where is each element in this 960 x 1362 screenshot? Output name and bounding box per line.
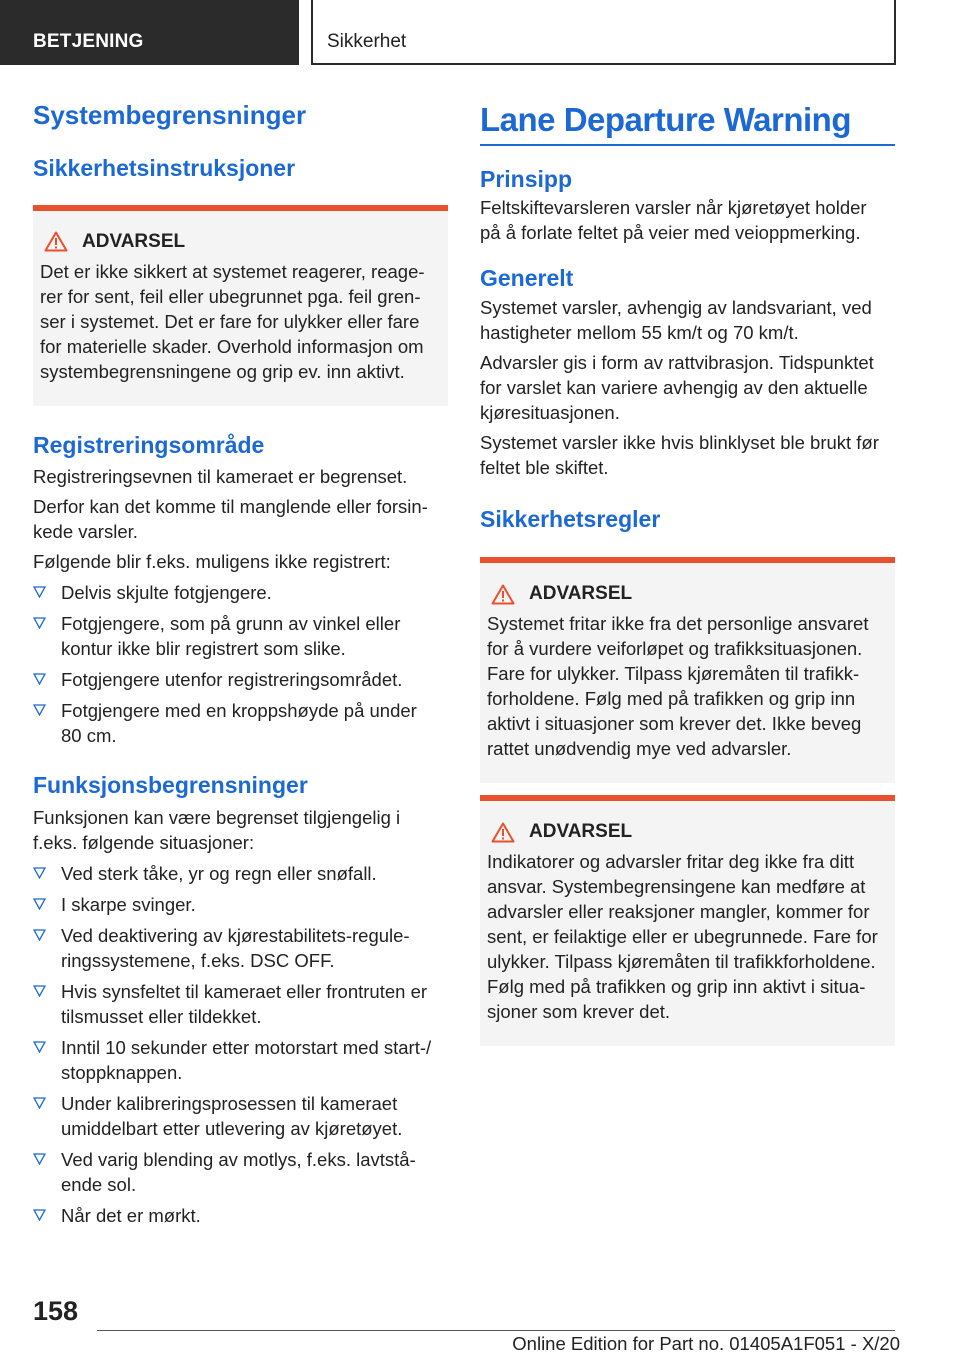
- warning-line: Indikatorer og advarsler fritar deg ikke fra ditt: [487, 851, 855, 873]
- text-line: Advarsler gis i form av rattvibrasjon. Tidspunktet: [480, 351, 874, 373]
- header-section-tab: [0, 0, 299, 65]
- warning-header: [487, 583, 887, 605]
- principle-heading: Prinsipp: [480, 165, 573, 192]
- warning-text: [40, 259, 440, 384]
- list-item: I skarpe svinger.: [33, 892, 448, 917]
- warning-triangle-icon: [491, 584, 515, 605]
- list-item: Under kalibreringsprosessen til kameraet umiddelbart etter utlevering av kjøretøyet.: [33, 1091, 448, 1141]
- list-item: Inntil 10 sekunder etter motorstart med start-/ stoppknappen.: [33, 1035, 448, 1085]
- warning-line: ulykker. Tilpass kjøremåten til trafikkforholdene.: [487, 951, 876, 973]
- list-item: Ved varig blending av motlys, f.eks. lavtstå- ende sol.: [33, 1147, 448, 1197]
- function-limits-intro: [33, 805, 448, 855]
- warning-line: for å vurdere veiforløpet og trafikksituasjonen.: [487, 638, 863, 660]
- warning-title: ADVARSEL: [529, 821, 633, 843]
- function-limits-list: [33, 861, 448, 1228]
- text-line: på å forlate feltet på veier med veioppmerking.: [480, 222, 861, 244]
- warning-header: [487, 821, 887, 843]
- warning-text: [487, 849, 887, 1024]
- principle-paragraph: [480, 195, 895, 245]
- bullet-triangle-icon: [33, 867, 46, 879]
- text-line: feltet ble skiftet.: [480, 456, 609, 478]
- list-item: Ved deaktivering av kjørestabilitets-regule- ringssystemene, f.eks. DSC OFF.: [33, 923, 448, 973]
- text-line: Funksjonen kan være begrenset tilgjengelig i: [33, 806, 401, 828]
- general-paragraph: [480, 350, 895, 425]
- warning-line: ser i systemet. Det er fare for ulykker eller fare: [40, 310, 420, 332]
- header-chapter-label: Sikkerhet: [327, 31, 407, 52]
- warning-line: for materielle skader. Overhold informasjon om: [40, 335, 424, 357]
- text-line: Feltskiftevarsleren varsler når kjøretøyet holder: [480, 197, 867, 219]
- text-line: kjøresituasjonen.: [480, 401, 620, 423]
- safety-heading: Sikkerhetsregler: [480, 505, 661, 532]
- text-line: Systemet varsler, avhengig av landsvariant, ved: [480, 296, 872, 318]
- bullet-triangle-icon: [33, 985, 46, 997]
- bullet-triangle-icon: [33, 1209, 46, 1221]
- warning-line: systembegrensningene og grip ev. inn aktivt.: [40, 360, 405, 382]
- bullet-triangle-icon: [33, 1097, 46, 1109]
- warning-title: ADVARSEL: [82, 230, 186, 252]
- registration-list: [33, 580, 448, 748]
- bullet-triangle-icon: [33, 673, 46, 685]
- warning-box: [33, 205, 448, 406]
- warning-line: Systemet fritar ikke fra det personlige ansvaret: [487, 613, 869, 635]
- lane-departure-title: Lane Departure Warning: [480, 100, 895, 146]
- list-item: Ved sterk tåke, yr og regn eller snøfall.: [33, 861, 448, 886]
- warning-triangle-icon: [44, 231, 68, 252]
- warning-header: [40, 231, 440, 253]
- general-paragraph: [480, 295, 895, 345]
- footer-edition: Online Edition for Part no. 01405A1F051 - X/20: [512, 1333, 900, 1354]
- footer-divider: [97, 1330, 895, 1331]
- warning-line: ansvar. Systembegrensingene kan medføre at: [487, 876, 866, 898]
- text-line: Systemet varsler ikke hvis blinklyset ble brukt før: [480, 431, 879, 453]
- bullet-triangle-icon: [33, 1041, 46, 1053]
- warning-triangle-icon: [491, 822, 515, 843]
- warning-line: rattet unødvendig mye ved advarsler.: [487, 738, 792, 760]
- general-heading: Generelt: [480, 265, 574, 292]
- registration-paragraph: [33, 494, 448, 544]
- list-item: Når det er mørkt.: [33, 1203, 448, 1228]
- warning-box: [480, 557, 895, 783]
- warning-line: Det er ikke sikkert at systemet reagerer, reage-: [40, 260, 425, 282]
- text-line: for varslet kan variere avhengig av den aktuelle: [480, 376, 868, 398]
- warning-line: Følg med på trafikken og grip inn aktivt i situa-: [487, 976, 866, 998]
- list-item: Delvis skjulte fotgjengere.: [33, 580, 448, 605]
- header-section-label: BETJENING: [33, 31, 144, 52]
- text-line: hastigheter mellom 55 km/t og 70 km/t.: [480, 321, 799, 343]
- warning-box: [480, 795, 895, 1046]
- registration-heading: Registreringsområde: [33, 431, 265, 458]
- warning-line: sent, er feilaktige eller er ubegrunnede. Fare for: [487, 926, 878, 948]
- warning-line: rer for sent, feil eller ubegrunnet pga. feil gren-: [40, 285, 421, 307]
- function-limits-heading: Funksjonsbegrensninger: [33, 772, 308, 799]
- warning-text: [487, 611, 887, 761]
- left-column: [33, 100, 448, 1228]
- bullet-triangle-icon: [33, 704, 46, 716]
- warning-line: sjoner som krever det.: [487, 1001, 671, 1023]
- bullet-triangle-icon: [33, 898, 46, 910]
- subsection-title: Sikkerhetsinstruksjoner: [33, 155, 296, 182]
- list-item: Fotgjengere med en kroppshøyde på under 80 cm.: [33, 698, 448, 748]
- registration-paragraph: Følgende blir f.eks. muligens ikke registrert:: [33, 551, 391, 573]
- text-line: Derfor kan det komme til manglende eller forsin-: [33, 496, 428, 518]
- list-item: Fotgjengere, som på grunn av vinkel eller kontur ikke blir registrert som slike.: [33, 611, 448, 661]
- registration-paragraph: Registreringsevnen til kameraet er begrenset.: [33, 466, 408, 488]
- text-line: kede varsler.: [33, 521, 138, 543]
- bullet-triangle-icon: [33, 617, 46, 629]
- bullet-triangle-icon: [33, 1153, 46, 1165]
- list-item: Hvis synsfeltet til kameraet eller frontruten er tilsmusset eller tildekket.: [33, 979, 448, 1029]
- warning-line: forholdene. Følg med på trafikken og grip inn: [487, 688, 856, 710]
- bullet-triangle-icon: [33, 929, 46, 941]
- warning-line: Fare for ulykker. Tilpass kjøremåten til trafikk-: [487, 663, 860, 685]
- warning-title: ADVARSEL: [529, 583, 633, 605]
- text-line: f.eks. følgende situasjoner:: [33, 831, 255, 853]
- warning-line: advarsler eller reaksjoner mangler, kommer for: [487, 901, 870, 923]
- section-title: Systembegrensninger: [33, 100, 307, 130]
- warning-line: aktivt i situasjoner som krever det. Ikke beveg: [487, 713, 862, 735]
- header-chapter-tab: [311, 0, 896, 65]
- bullet-triangle-icon: [33, 586, 46, 598]
- general-paragraph: [480, 430, 895, 480]
- page-number: 158: [33, 1296, 79, 1326]
- list-item: Fotgjengere utenfor registreringsområdet.: [33, 667, 448, 692]
- right-column: [480, 100, 895, 1046]
